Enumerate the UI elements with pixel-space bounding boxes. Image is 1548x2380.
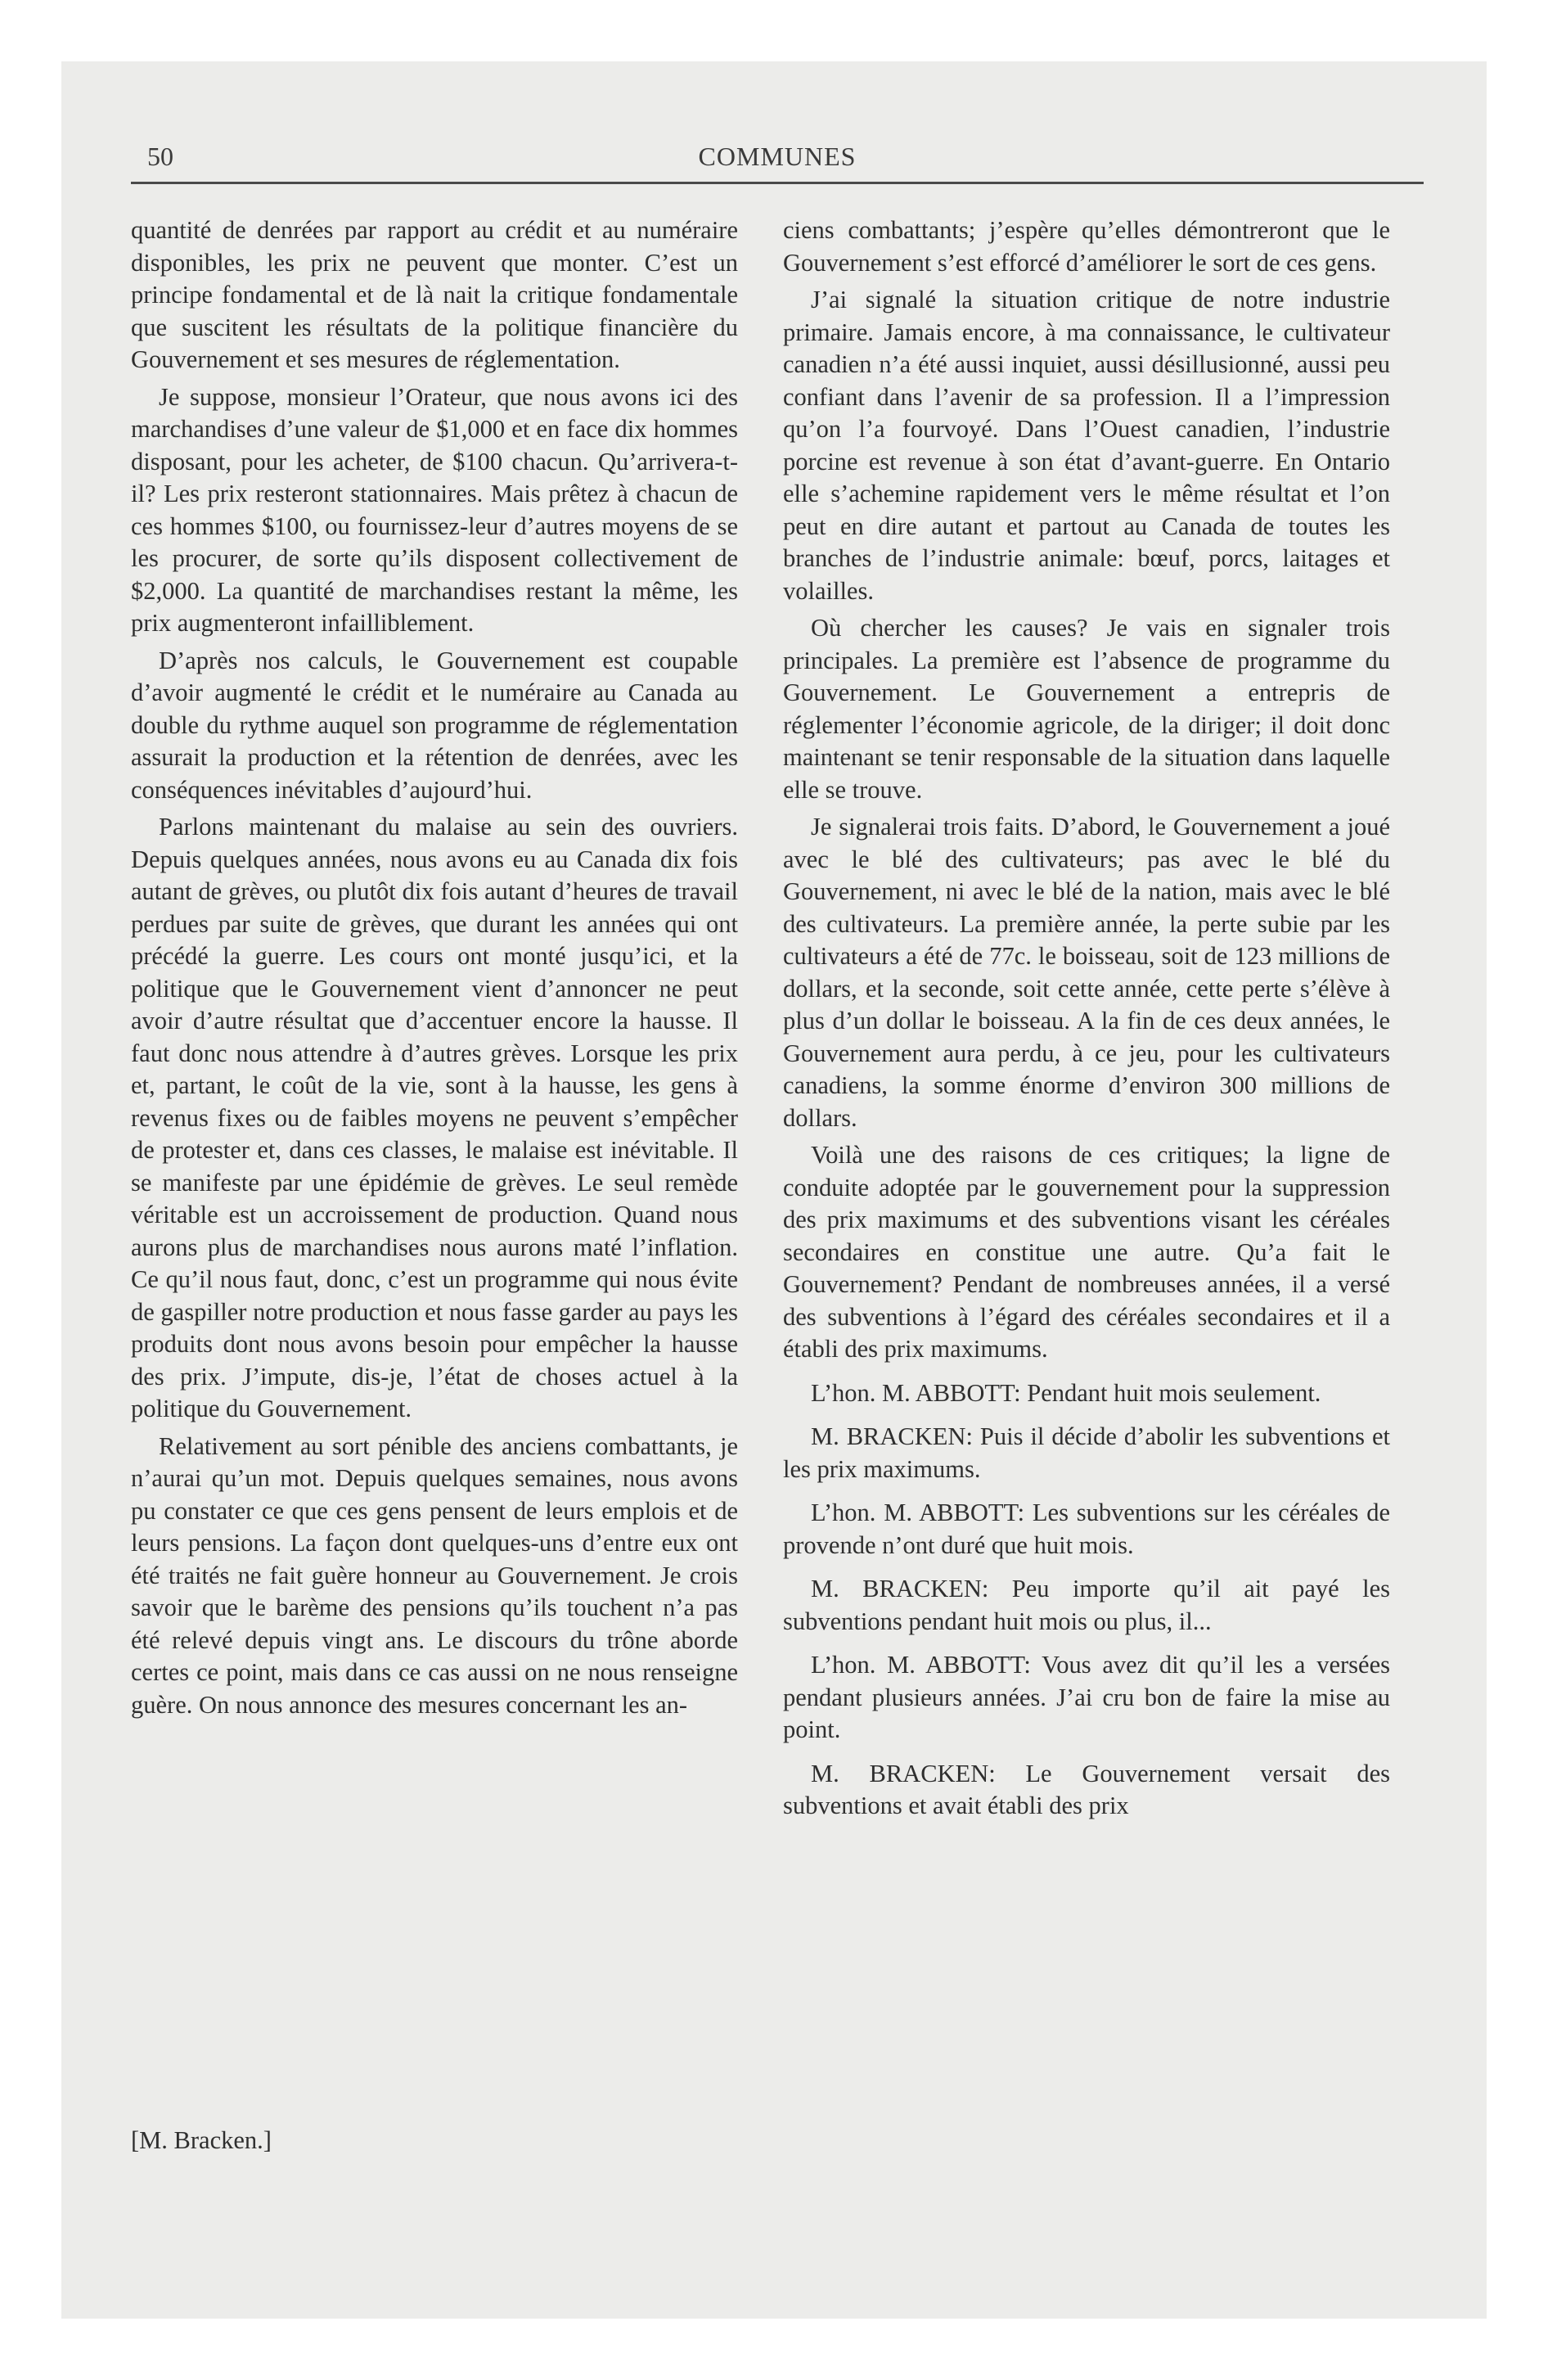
paragraph: Je suppose, monsieur l’Orateur, que nous avons ici des marchandises d’une valeur de $1,000 et en face dix hommes disposant, pour les acheter, de $100 chacun. Qu’arrivera-t-il? Les prix resteront stationnaires. Mais prêtez à chacun de ces hommes $100, ou fournissez-leur d’autres moyens de se les procurer, de sorte qu’ils disposent collectivement de $2,000. La quantité de marchandises restant la même, les prix augmenteront infailliblement. [131,382,738,637]
header-rule [131,182,1424,184]
speech-paragraph: M. BRACKEN: Peu importe qu’il ait payé les subventions pendant huit mois ou plus, il... [783,1575,1390,1635]
left-column [131,214,738,1726]
speech-paragraph: L’hon. M. ABBOTT: Vous avez dit qu’il les a versées pendant plusieurs années. J’ai cru bon de faire la mise au point. [783,1651,1390,1743]
paragraph: quantité de denrées par rapport au crédit et au numéraire disponibles, les prix ne peuvent que monter. C’est un principe fondamental et de là nait la critique fondamentale que suscitent les résultats de la politique financière du Gouvernement et ses mesures de réglementation. [131,216,738,373]
page-header [131,135,1424,184]
paragraph: Où chercher les causes? Je vais en signaler trois principales. La première est l’absence de programme du Gouvernement. Le Gouvernement a entrepris de réglementer l’économie agricole, de la diriger; il doit donc maintenant se tenir responsable de la situation dans laquelle elle se trouve. [783,614,1390,804]
speech-paragraph: L’hon. M. ABBOTT: Les subventions sur les céréales de provende n’ont duré que huit mois. [783,1499,1390,1559]
right-column [783,214,1390,1834]
paragraph: D’après nos calculs, le Gouvernement est coupable d’avoir augmenté le crédit et le numéraire au Canada au double du rythme auquel son programme de réglementation assurait la production et la rétention de denrées, avec les conséquences inévitables d’aujourd’hui. [131,646,738,804]
paragraph: Voilà une des raisons de ces critiques; la ligne de conduite adoptée par le gouvernement pour la suppression des prix maximums et des subventions visant les céréales secondaires en constitue une autre. Qu’a fait le Gouvernement? Pendant de nombreuses années, il a versé des subventions à l’égard des céréales secondaires et il a établi des prix maximums. [783,1141,1390,1363]
paragraph: Parlons maintenant du malaise au sein des ouvriers. Depuis quelques années, nous avons eu au Canada dix fois autant de grèves, ou plutôt dix fois autant d’heures de travail perdues par suite de grèves, que durant les années qui ont précédé la guerre. Les cours ont monté jusqu’ici, et la politique que le Gouvernement vient d’annoncer ne peut avoir d’autre résultat que d’accentuer encore la hausse. Il faut donc nous attendre à d’autres grèves. Lorsque les prix et, partant, le coût de la vie, sont à la hausse, les gens à revenus fixes ou de faibles moyens ne peuvent s’empêcher de protester et, dans ces classes, le malaise est inévitable. Il se manifeste par une épidémie de grèves. Le seul remède véritable est un accroissement de production. Quand nous aurons plus de marchandises nous aurons maté l’inflation. Ce qu’il nous faut, donc, c’est un programme qui nous évite de gaspiller notre production et nous fasse garder au pays les produits dont nous avons besoin pour empêcher la hausse des prix. J’impute, dis-je, l’état de choses actuel à la politique du Gouvernement. [131,813,738,1422]
paragraph: J’ai signalé la situation critique de notre industrie primaire. Jamais encore, à ma connaissance, le cultivateur canadien n’a été aussi inquiet, aussi désillusionné, aussi peu confiant dans l’avenir de sa profession. Il a l’impression qu’on l’a fourvoyé. Dans l’Ouest canadien, l’industrie porcine est revenue à son état d’avant-guerre. En Ontario elle s’achemine rapidement vers le même résultat et l’on peut en dire autant et partout au Canada de toutes les branches de l’industrie animale: bœuf, porcs, laitages et volailles. [783,286,1390,605]
speech-paragraph: M. BRACKEN: Puis il décide d’abolir les subventions et les prix maximums. [783,1422,1390,1483]
speaker-tag: [M. Bracken.] [131,2126,272,2154]
page-number: 50 [147,142,173,171]
paragraph: ciens combattants; j’espère qu’elles démontreront que le Gouvernement s’est efforcé d’améliorer le sort de ces gens. [783,216,1390,277]
speech-paragraph: M. BRACKEN: Le Gouvernement versait des subventions et avait établi des prix [783,1759,1390,1819]
paragraph: Relativement au sort pénible des anciens combattants, je n’aurai qu’un mot. Depuis quelques semaines, nous avons pu constater ce que ces gens pensent de leurs emplois et de leurs pensions. La façon dont quelques-uns d’entre eux ont été traités ne fait guère honneur au Gouvernement. Je crois savoir que le barème des pensions qu’ils touchent n’a pas été relevé depuis vingt ans. Le discours du trône aborde certes ce point, mais dans ce cas aussi on ne nous renseigne guère. On nous annonce des mesures concernant les an- [131,1431,738,1719]
running-head: COMMUNES [698,142,857,171]
speech-paragraph: L’hon. M. ABBOTT: Pendant huit mois seulement. [811,1378,1321,1407]
paragraph: Je signalerai trois faits. D’abord, le Gouvernement a joué avec le blé des cultivateurs; pas avec le blé du Gouvernement, ni avec le blé de la nation, mais avec le blé des cultivateurs. La première année, la perte subie par les cultivateurs a été de 77c. le boisseau, soit de 123 millions de dollars, et la seconde, soit cette année, cette perte s’élève à plus d’un dollar le boisseau. A la fin de ces deux années, le Gouvernement aura perdu, à ce jeu, pour les cultivateurs canadiens, la somme énorme d’environ 300 millions de dollars. [783,813,1390,1132]
